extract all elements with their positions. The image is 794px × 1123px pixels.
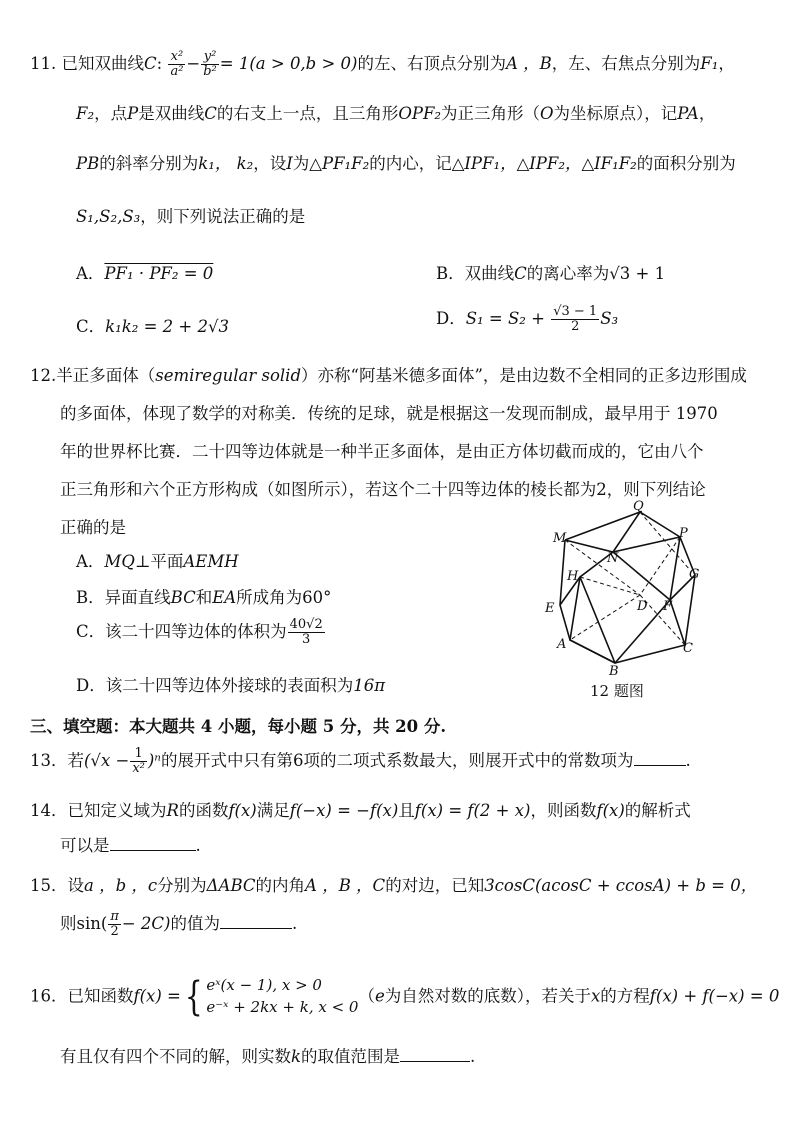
q12-line2: 的多面体，体现了数学的对称美．传统的足球，就是根据这一发现而制成，最早用于 1970 <box>60 404 718 423</box>
label-e: E <box>545 601 555 616</box>
figure-caption: 12 题图 <box>590 682 644 700</box>
q12-option-d: D．该二十四等边体外接球的表面积为16π <box>76 676 386 695</box>
label-a: A <box>557 637 567 652</box>
label-b: B <box>609 664 619 679</box>
label-d: D <box>637 599 648 614</box>
q12-line1: 12.半正多面体（semiregular solid）亦称“阿基米德多面体”，是由边数不全相同的正多边形围成 <box>30 366 747 385</box>
q12-line3: 年的世界杯比赛．二十四等边体就是一种半正多面体，是由正方体切截而成的，它由八个 <box>60 442 704 461</box>
q16-answer-blank[interactable] <box>400 1047 470 1062</box>
q14-answer-blank[interactable] <box>110 836 196 851</box>
q12-option-b: B．异面直线BC和EA所成角为60° <box>76 588 332 607</box>
polyhedron-figure <box>545 499 705 679</box>
q11-option-c: C．k₁k₂ = 2 + 2√3 <box>76 317 229 336</box>
q11-line1: 11. 已知双曲线C: $\frac{\text{x²}}{\text{a²}}$ − $\frac{\text{y²}}{\text{b²}}$ = 1(a > 0,b > 0)的左、右顶点分别为A ，B，左、右焦点分别为F₁， <box>30 49 735 79</box>
label-m: M <box>553 531 567 546</box>
q15-line2: 则sin( $\frac{\pi}{2}$ − 2C)的值为 . <box>60 909 298 939</box>
q12-option-a: A．MQ⊥平面AEMH <box>76 552 239 571</box>
label-p: P <box>679 526 688 541</box>
q14-line2: 可以是 . <box>60 836 201 855</box>
section-3-heading: 三、填空题：本大题共 4 小题，每小题 5 分，共 20 分. <box>30 717 447 736</box>
label-f: F <box>663 599 673 614</box>
q11-option-b: B．双曲线C的离心率为√3 + 1 <box>436 264 666 283</box>
q11-line3: PB的斜率分别为k₁， k₂，设I为△PF₁F₂的内心，记△IPF₁，△IPF₂，△IF₁F₂的面积分别为 <box>76 154 736 173</box>
q13-answer-blank[interactable] <box>634 751 686 766</box>
label-g: G <box>689 567 700 582</box>
q11-line2: F₂，点P是双曲线C的右支上一点，且三角形OPF₂为正三角形（O为坐标原点），记PA， <box>76 104 716 123</box>
q11-line4: S₁,S₂,S₃，则下列说法正确的是 <box>76 207 306 226</box>
q11-option-a: A．PF₁ · PF₂ = 0 <box>76 264 214 283</box>
label-q: Q <box>633 499 644 514</box>
q15-line1: 15．设a ，b ，c分别为ΔABC的内角A ，B ，C的对边，已知3cosC(acosC + ccosA) + b = 0， <box>30 876 758 895</box>
q11-option-d: D．S₁ = S₂ + $\frac{√3 - 1}{2}$ S₃ <box>436 304 619 334</box>
q14-line1: 14．已知定义域为R的函数f(x)满足f(−x) = −f(x)且f(x) = f(2 + x)，则函数f(x)的解析式 <box>30 801 691 820</box>
q12-line5: 正确的是 <box>60 518 126 537</box>
q16-line1: 16．已知函数f(x) ={ eˣ(x − 1), x > 0 e⁻ˣ + 2kx + k, x < 0 （e为自然对数的底数），若关于x的方程f(x) + f(−x) = 0 <box>30 973 780 1020</box>
label-n: N <box>607 551 619 566</box>
q12-option-c: C．该二十四等边体的体积为 $\frac{40√2}{3}$ <box>76 617 323 647</box>
q13: 13．若(√x − $\frac{1}{\text{x²}}$ )ⁿ的展开式中只有第6项的二项式系数最大，则展开式中的常数项为 . <box>30 746 691 776</box>
label-c: C <box>683 641 693 656</box>
q16-line2: 有且仅有四个不同的解，则实数k的取值范围是 . <box>60 1047 476 1066</box>
q15-answer-blank[interactable] <box>220 914 292 929</box>
label-h: H <box>567 569 579 584</box>
q12-line4: 正三角形和六个正方形构成（如图所示），若这个二十四等边体的棱长都为2，则下列结论 <box>60 480 706 499</box>
